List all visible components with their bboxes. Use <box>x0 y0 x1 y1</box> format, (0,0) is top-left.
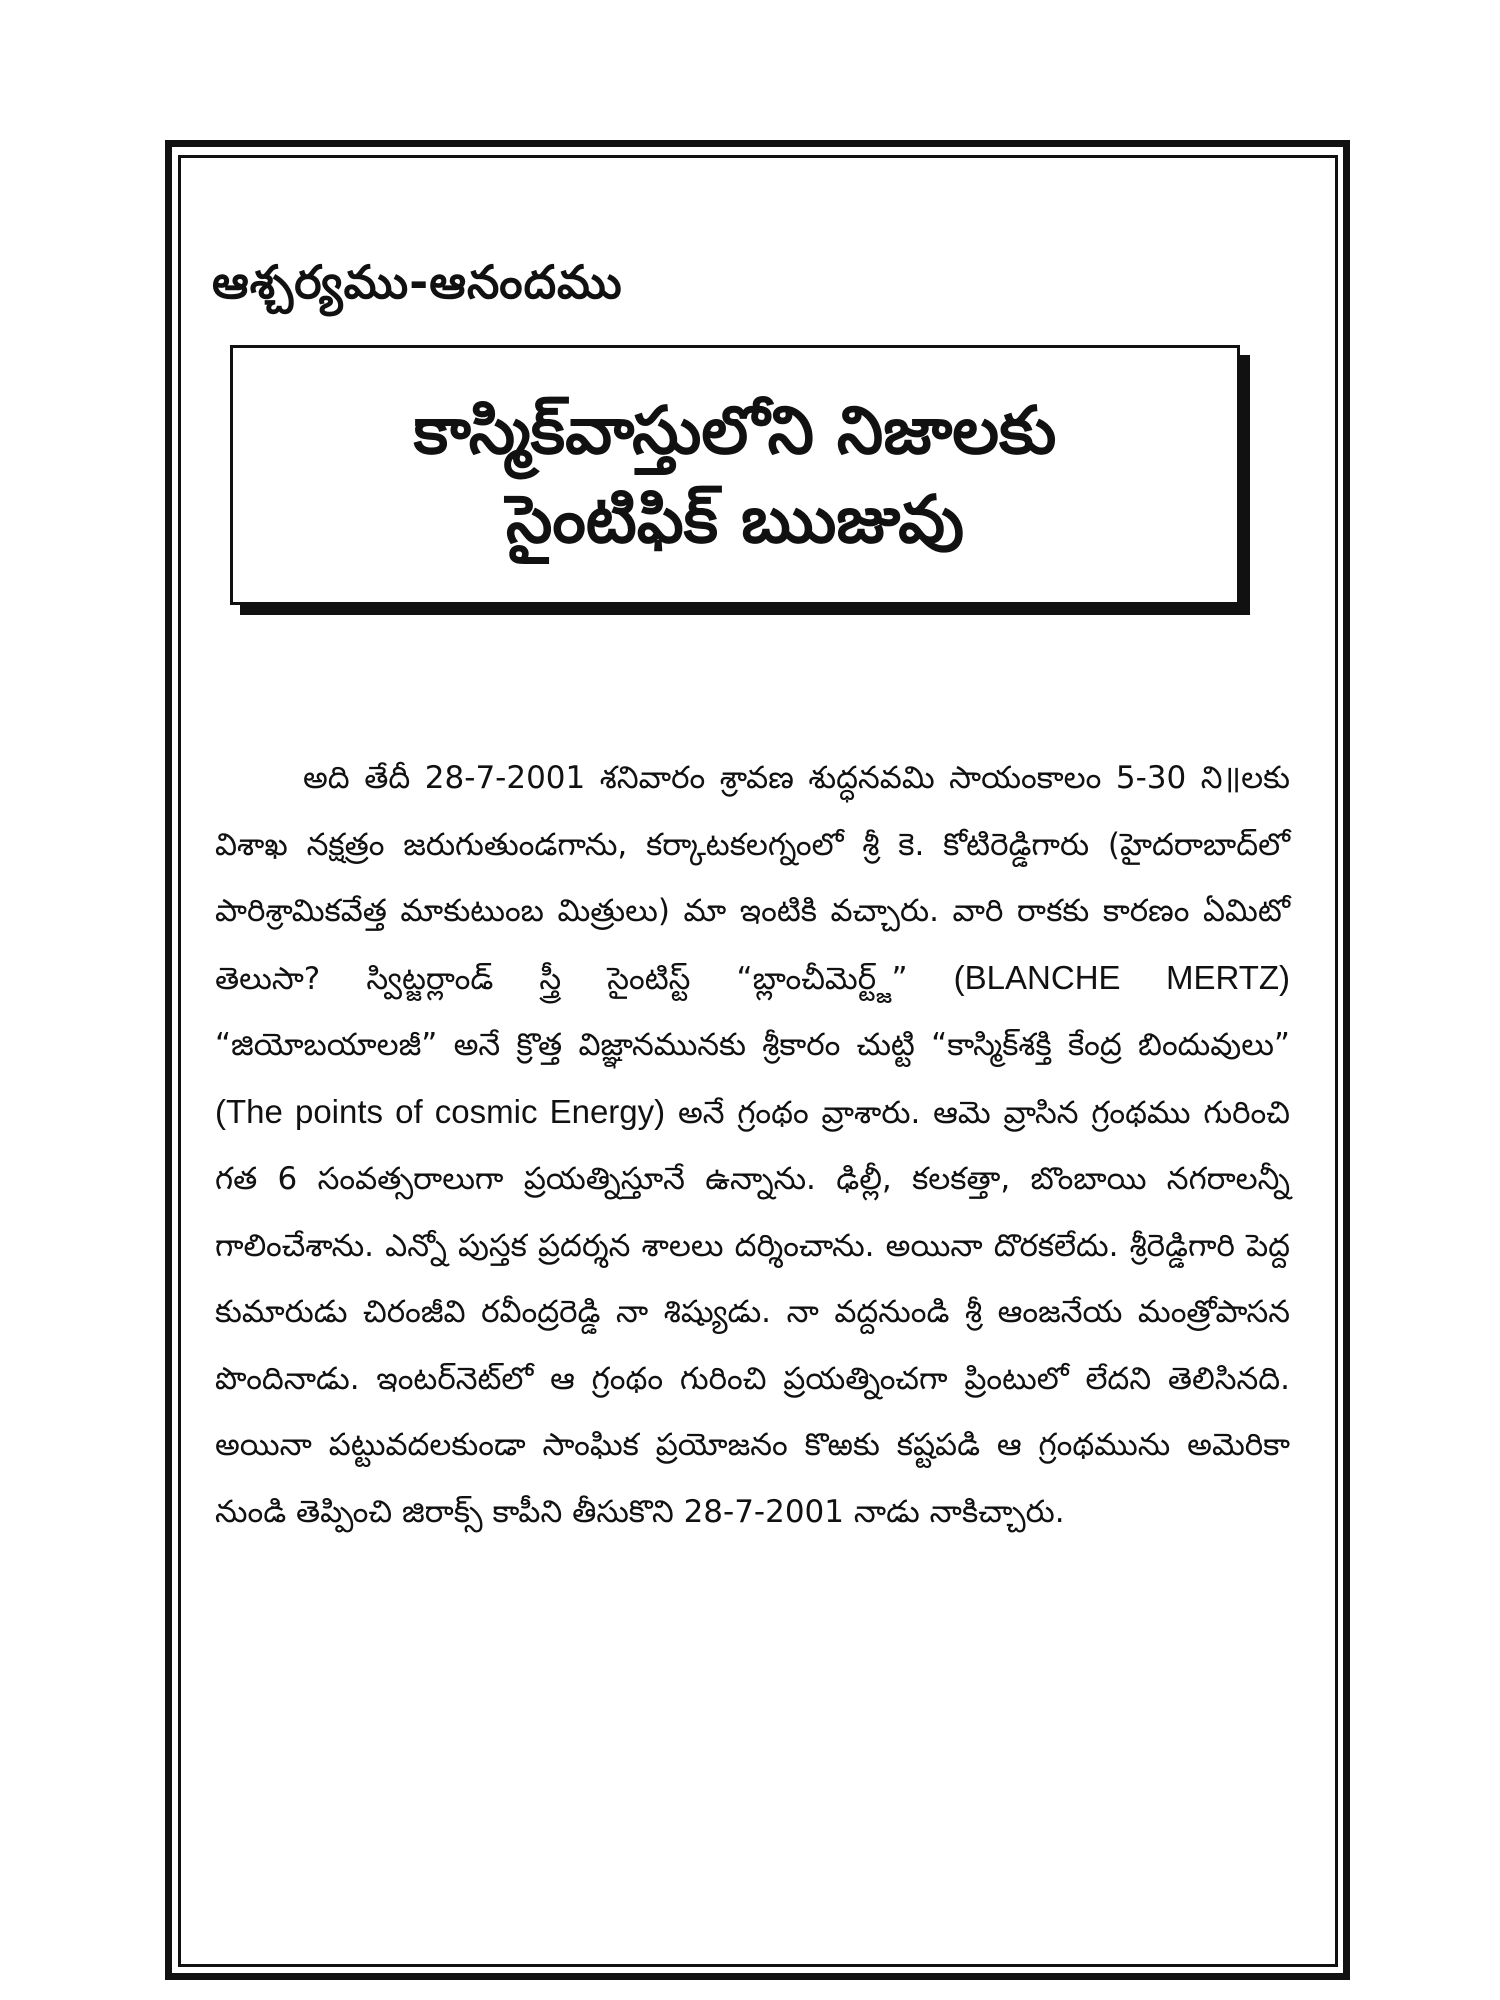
title-box <box>230 345 1240 605</box>
article-text-part-3: అనే గ్రంథం వ్రాశారు. ఆమె వ్రాసిన గ్రంథము గురించి గత 6 సంవత్సరాలుగా ప్రయత్నిస్తూనే ఉన్నాను. ఢిల్లీ, కలకత్తా, బొంబాయి నగరాలన్నీ గాలించేశాను. ఎన్నో పుస్తక ప్రదర్శన శాలలు దర్శించాను. అయినా దొరకలేదు. శ్రీరెడ్డిగారి పెద్ద కుమారుడు చిరంజీవి రవీంద్రరెడ్డి నా శిష్యుడు. నా వద్దనుండి శ్రీ ఆంజనేయ మంత్రోపాసన పొందినాడు. ఇంటర్‌నెట్‌లో ఆ గ్రంథం గురించి ప్రయత్నించగా ప్రింటులో లేదని తెలిసినది. అయినా పట్టువదలకుండా సాంఘిక ప్రయోజనం కొఱకు కష్టపడి ఆ గ్రంథమును అమెరికా నుండి తెప్పించి జిరాక్స్ కాపీని తీసుకొని 28-7-2001 నాడు నాకిచ్చారు. <box>215 1094 1290 1530</box>
section-kicker: ఆశ్చర్యము-ఆనందము <box>212 255 623 309</box>
article-latin-cosmic-energy: (The points of cosmic Energy) <box>215 1092 666 1130</box>
title-line-1: కాస్మిక్‌వాస్తులోని నిజాలకు <box>413 391 1057 469</box>
title-line-2: సైంటిఫిక్ ఋజువు <box>506 481 964 558</box>
article-text-part-2: “జియోబయాలజీ” అనే క్రొత్త విజ్ఞానమునకు శ్రీకారం చుట్టి “కాస్మిక్‌శక్తి కేంద్ర బిందువులు” <box>215 1027 1290 1063</box>
article-text-part-1: అది తేదీ 28-7-2001 శనివారం శ్రావణ శుద్ధనవమి సాయంకాలం 5-30 ని॥లకు విశాఖ నక్షత్రం జరుగుతుండగాను, కర్కాటకలగ్నంలో శ్రీ కె. కోటిరెడ్డిగారు (హైదరాబాద్‌లో పారిశ్రామికవేత్త మాకుటుంబ మిత్రులు) మా ఇంటికి వచ్చారు. వారి రాకకు కారణం ఏమిటో తెలుసా? స్విట్జర్లాండ్ స్త్రీ సైంటిస్ట్ “బ్లాంచీమెర్ట్జ్” <box>215 760 1290 997</box>
article-body <box>215 745 1290 1545</box>
article-latin-blanche-mertz: (BLANCHE MERTZ) <box>953 958 1291 996</box>
